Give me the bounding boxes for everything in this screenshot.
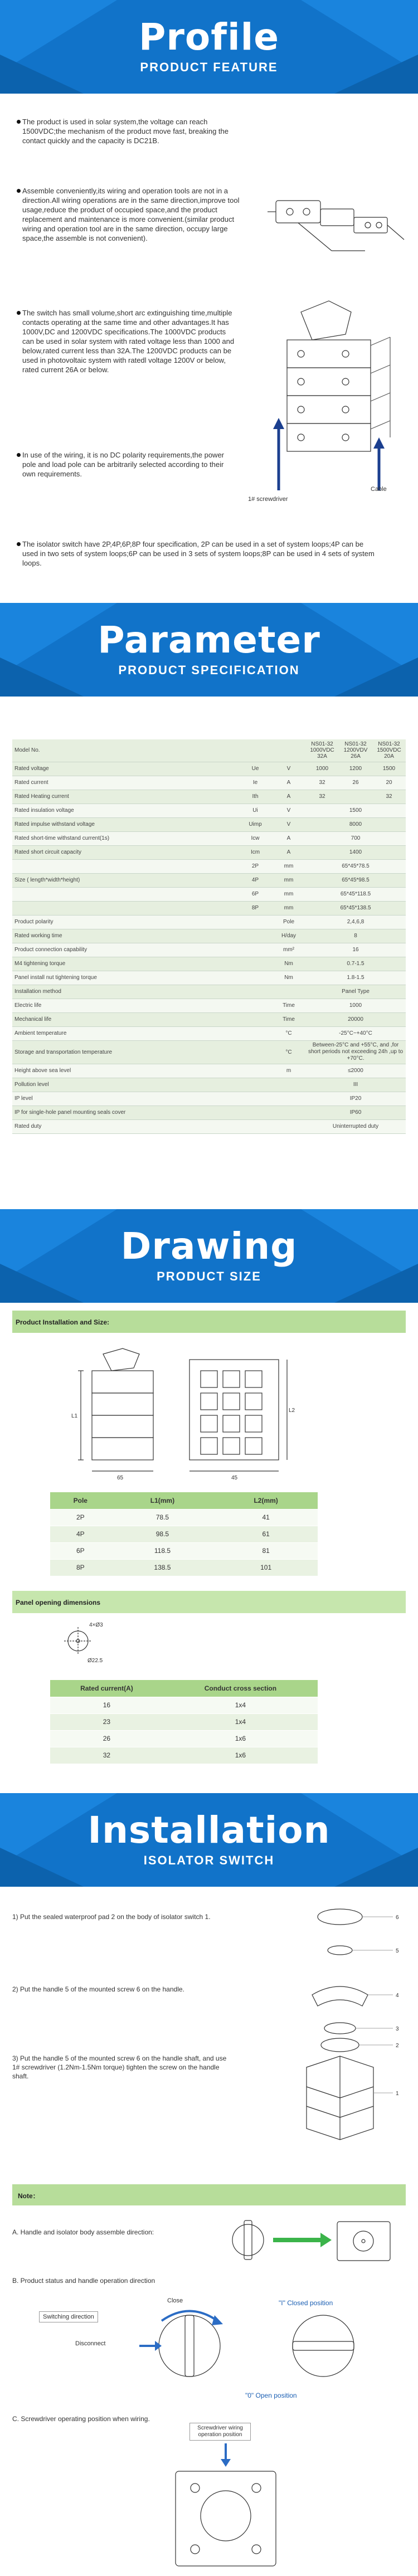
disconnect-label: Disconnect — [75, 2340, 106, 2347]
callout-number: 2 — [396, 2043, 399, 2049]
table-row: Panel install nut tightening torque Nm 1.8-1.5 — [12, 971, 406, 985]
cross-section-table: Rated current(A) Conduct cross section 16 1x4 23 1x4 26 1x6 32 1x6 — [50, 1680, 318, 1764]
table-row: Rated working time H/day 8 — [12, 929, 406, 943]
table-row: M4 tightening torque Nm 0.7-1.5 — [12, 957, 406, 971]
panel-opening-bar: Panel opening dimensions — [12, 1591, 406, 1613]
installation-title: Installation — [88, 1809, 330, 1852]
table-row: Rated duty Uninterrupted duty — [12, 1119, 406, 1133]
screwdriver-position-label: Screwdriver wiring operation position — [189, 2423, 251, 2441]
dim-label: 45 — [231, 1475, 238, 1481]
table-row: Size ( length*width*height) 4P mm 65*45*98.5 — [12, 873, 406, 887]
table-row: Rated current Ie A 32 26 20 — [12, 776, 406, 790]
profile-banner — [0, 0, 418, 94]
table-row: Rated insulation voltage Ui V 1500 — [12, 804, 406, 817]
callout-number: 6 — [396, 1915, 399, 1921]
screwdriver-label: 1# screwdriver — [248, 496, 288, 503]
table-row: 16 1x4 — [50, 1697, 318, 1713]
table-row: 2P 78.5 41 — [50, 1509, 318, 1526]
table-row: 4P 98.5 61 — [50, 1526, 318, 1542]
table-row: Rated impulse withstand voltage Uimp V 8000 — [12, 817, 406, 831]
closed-position-label: "I" Closed position — [279, 2299, 333, 2307]
dim-label: L1 — [71, 1413, 78, 1419]
installation-banner — [0, 1793, 418, 1887]
table-row: 8P mm 65*45*138.5 — [12, 901, 406, 915]
table-row: 8P 138.5 101 — [50, 1559, 318, 1576]
bullet-icon — [17, 120, 21, 124]
callout-number: 1 — [396, 2091, 399, 2097]
table-row: Product polarity Pole 2,4,6,8 — [12, 915, 406, 929]
table-row: 26 1x6 — [50, 1730, 318, 1747]
product-size-drawing — [50, 1343, 295, 1482]
table-row: 6P 118.5 81 — [50, 1542, 318, 1559]
note-item: C. Screwdriver operating position when wiring. — [12, 2415, 150, 2423]
table-row: Height above sea level m ≤2000 — [12, 1064, 406, 1078]
cable-label: Cable — [371, 486, 387, 493]
table-row: 6P mm 65*45*118.5 — [12, 887, 406, 901]
callout-number: 5 — [396, 1948, 399, 1954]
switch-assembly-illustration — [265, 178, 410, 262]
table-row: 2P mm 65*45*78.5 — [12, 859, 406, 873]
callout-number: 4 — [396, 1993, 399, 1999]
table-row: Rated short circuit capacity Icm A 1400 — [12, 845, 406, 859]
parameter-table — [12, 739, 406, 1134]
table-row: IP level IP20 — [12, 1092, 406, 1106]
parameter-banner — [0, 603, 418, 697]
table-row: Product connection capability mm² 16 — [12, 943, 406, 957]
table-row: Rated Heating current Ith A 32 32 — [12, 790, 406, 804]
switch-wiring-illustration — [234, 290, 412, 513]
note-item: A. Handle and isolator body assemble direction: — [12, 2228, 154, 2236]
note-item: B. Product status and handle operation direction — [12, 2277, 155, 2285]
dim-label: L2 — [289, 1408, 295, 1414]
table-row: Pollution level III — [12, 1078, 406, 1092]
callout-number: 3 — [396, 2026, 399, 2032]
table-row: 23 1x4 — [50, 1713, 318, 1730]
installation-subtitle: ISOLATOR SWITCH — [143, 1853, 275, 1867]
table-row: Electric life Time 1000 — [12, 999, 406, 1012]
bullet-icon — [17, 542, 21, 546]
feature-item: Assemble conveniently,its wiring and operation tools are not in a direction.All wiring operations are in the same direction,improve tool usage,reduce the product of occupied space,and the product replacement and maintenance is more convenient.(similar product wiring and operation tool are in the same direction, occupy large space,the assemble is not convenient). — [22, 186, 240, 243]
install-step: 2) Put the handle 5 of the mounted screw 6 on the handle. — [12, 1985, 184, 1993]
table-row: Installation method Panel Type — [12, 985, 406, 999]
drawing-banner — [0, 1209, 418, 1303]
table-row: Mechanical life Time 20000 — [12, 1012, 406, 1026]
switching-direction-label: Switching direction — [39, 2311, 98, 2322]
profile-subtitle: PRODUCT FEATURE — [140, 60, 278, 74]
drawing-title: Drawing — [120, 1225, 298, 1268]
bullet-icon — [17, 311, 21, 315]
dim-label: 65 — [117, 1475, 124, 1481]
installation-exploded-view — [268, 1895, 412, 2151]
panel-dim-label: 4×Ø3 — [89, 1622, 103, 1628]
drawing-subtitle: PRODUCT SIZE — [157, 1269, 261, 1283]
table-header-row: Model No. NS01-32 1000VDC 32A NS01-32 1200VDV 26A NS01-32 1500VDC 20A — [12, 739, 406, 762]
open-position-label: "0" Open position — [245, 2392, 297, 2399]
install-step: 3) Put the handle 5 of the mounted screw 6 on the handle shaft, and use 1# screwdriver (1.2Nm-1.5Nm torque) tighten the screw on the handle shaft. — [12, 2054, 227, 2080]
parameter-subtitle: PRODUCT SPECIFICATION — [118, 663, 300, 677]
close-label: Close — [167, 2297, 183, 2304]
install-size-bar: Product Installation and Size: — [12, 1311, 406, 1333]
panel-opening-drawing — [59, 1619, 148, 1669]
operation-direction-illustration — [128, 2304, 390, 2388]
note-bar: Note： — [12, 2184, 406, 2205]
table-row: 32 1x6 — [50, 1747, 318, 1764]
install-step: 1) Put the sealed waterproof pad 2 on the body of isolator switch 1. — [12, 1913, 211, 1921]
table-row: IP for single-hole panel mounting seals cover IP60 — [12, 1106, 406, 1119]
table-row: Rated voltage Ue V 1000 1200 1500 — [12, 762, 406, 776]
bullet-icon — [17, 453, 21, 457]
size-table: Pole L1(mm) L2(mm) 2P 78.5 41 4P 98.5 61 6P 118.5 81 8P 138.5 101 — [50, 1492, 318, 1576]
table-row: Rated short-time withstand current(1s) Icw A 700 — [12, 831, 406, 845]
feature-item: The isolator switch have 2P,4P,6P,8P four specification, 2P can be used in a set of system loops;4P can be used in two sets of system loops;6P can be used in 3 sets of system loops;8P can be used in 4 sets of system loops. — [22, 539, 379, 568]
feature-item: The product is used in solar system,the voltage can reach 1500VDC;the mechanism of the product move fast, breaking the contact quickly and the capacity is DC21B. — [22, 117, 234, 145]
table-row: Ambient temperature °C -25°C~+40°C — [12, 1026, 406, 1040]
screwdriver-position-illustration — [162, 2443, 290, 2572]
profile-title: Profile — [139, 16, 279, 59]
handle-direction-illustration — [217, 2215, 401, 2265]
feature-item: The switch has small volume,short arc extinguishing time,multiple contacts operating at the same time and other advantages.It has 1000V,DC and 1200VDC specifications.The 1000VDC products can be used in solar system with rated voltage less than 1000 and below,rated current less than 32A.The 1200VDC products can be used in photovoltaic system with ratedl voltage 1200V or below, rated current 26A or below. — [22, 308, 237, 374]
panel-dim-label: Ø22.5 — [88, 1658, 103, 1664]
feature-item: In use of the wiring, it is no DC polarity requirements,the power pole and load pole can be arbitrarily selected according to their own requirements. — [22, 450, 234, 479]
table-row: Storage and transportation temperature °C Between-25°C and +55°C, and ,for short periods not exceeding 24h ,up to +70°C. — [12, 1040, 406, 1064]
parameter-title: Parameter — [98, 619, 320, 661]
bullet-icon — [17, 189, 21, 193]
